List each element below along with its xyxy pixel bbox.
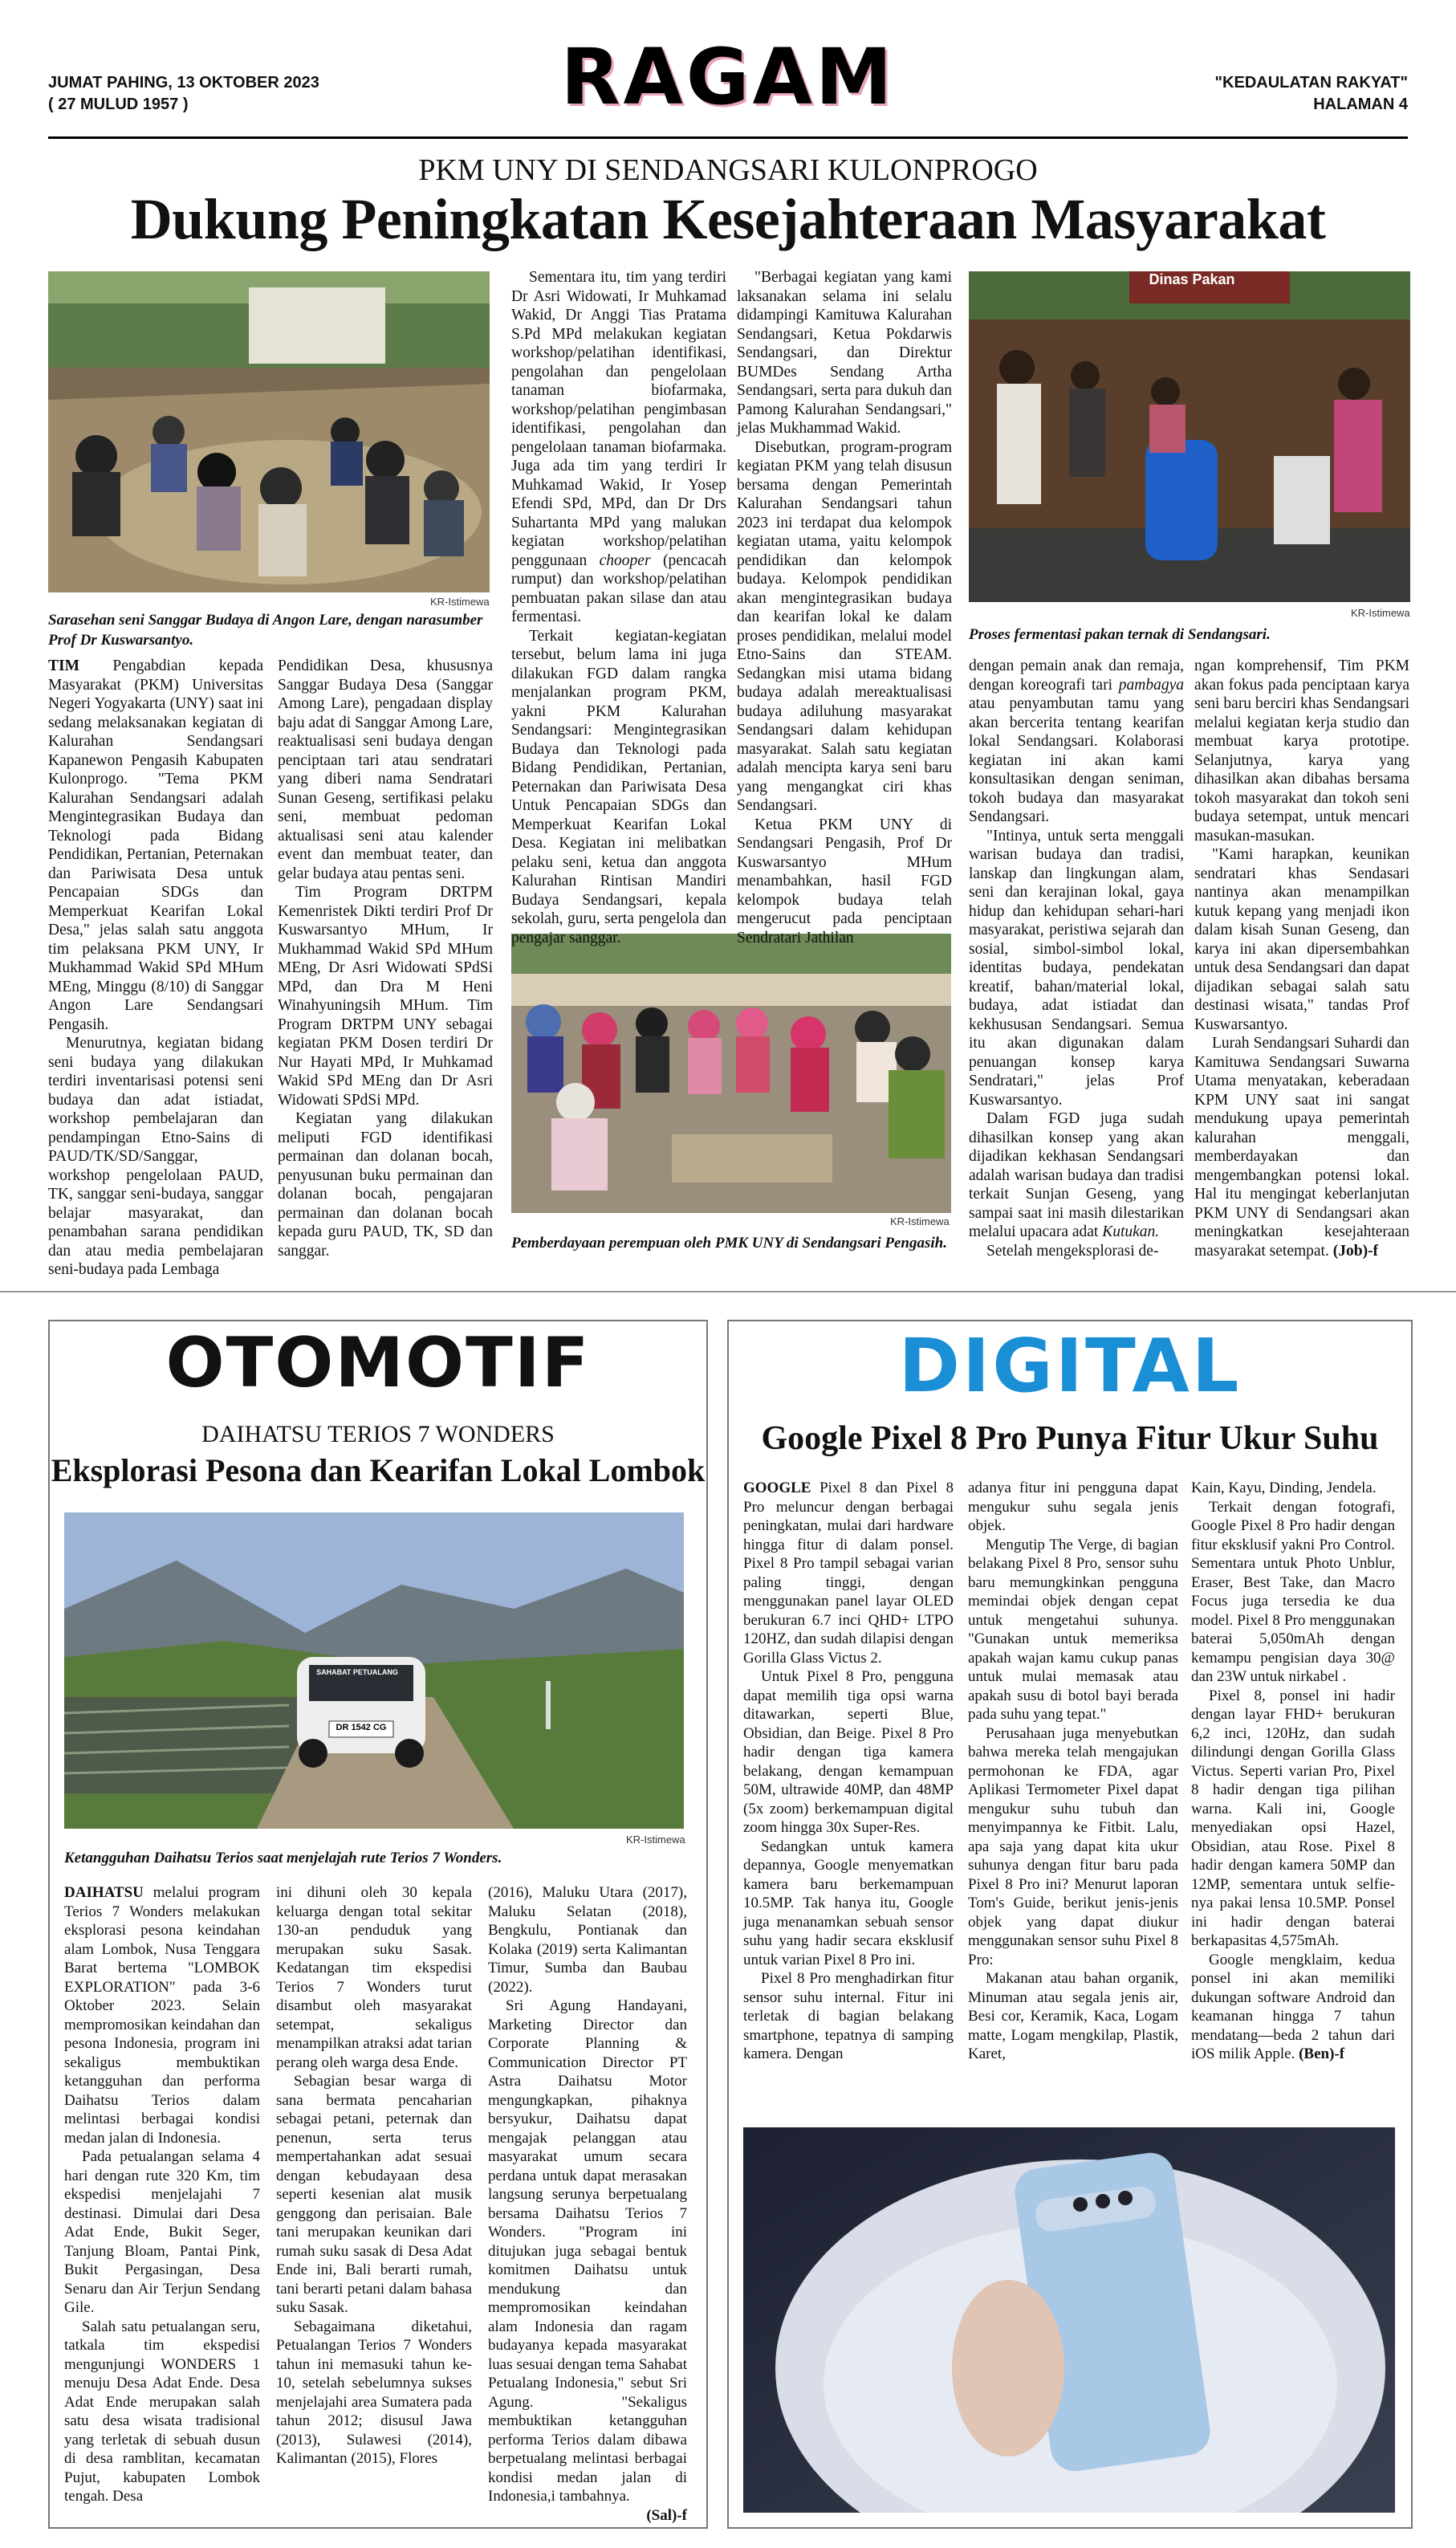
main-col2-para3: Kegiatan yang dilakukan meliputi FGD identifikasi permainan dan dolanan bocah, penyusunan buku permainan dan dolanan bocah, pengajaran permainan dan dolanan bocah kepada guru PAUD, TK, SD dan sanggar. bbox=[278, 1110, 493, 1260]
car-sticker: SAHABAT PETUALANG bbox=[316, 1668, 398, 1676]
main-column-2 bbox=[278, 657, 493, 1260]
main-col5-italic-1: pambagya bbox=[1118, 676, 1184, 694]
digital-col2-para1: adanya fitur ini pengguna dapat mengukur suhu segala jenis objek. bbox=[968, 1480, 1178, 1534]
photo2-credit: KR-Istimewa bbox=[1351, 607, 1410, 619]
license-plate: DR 1542 CG bbox=[336, 1723, 387, 1732]
main-column-5 bbox=[969, 657, 1184, 1260]
main-col6-para1: ngan komprehensif, Tim PKM akan fokus pada penciptaan karya seni baru berciri khas Sendangsari melalui kegiatan kerja studio dan membuat karya prototipe. Selanjutnya, karya yang dihasilkan akan dibahas bersama tokoh masyarakat dan tokoh seni budaya setempat, untuk mencari masukan-masukan. bbox=[1194, 657, 1409, 845]
photo-women-empowerment bbox=[511, 934, 951, 1213]
main-lead-word: TIM bbox=[48, 657, 79, 674]
photo1-credit: KR-Istimewa bbox=[430, 596, 490, 608]
otomotif-kicker: DAIHATSU TERIOS 7 WONDERS bbox=[201, 1421, 555, 1447]
otomotif-col1-para1: melalui program Terios 7 Wonders melakukan eksplorasi pesona keindahan alam Lombok, Nusa Tenggara Barat bertema "LOMBOK EXPLORATION" pada 3-6 Oktober 2023. Selain mempromosikan keindahan dan pesona Indonesia, program ini sekaligus membuktikan ketangguhan dan performa Daihatsu Terios dalam melintasi berbagai kondisi medan jalan di Indonesia. bbox=[64, 1884, 260, 2147]
main-col2-para2: Tim Program DRTPM Kemenristek Dikti terdiri Prof Dr Kuswarsantyo MHum, Ir Mukhammad Wakid SPd MHum MEng, Dr Asri Widowati SPdSi MPd, dan Dra M Heni Winahyuningsih MHum. Tim Program DRTPM UNY sebagai kegiatan PKM Dosen terdiri Dr Nur Hayati MPd, Ir Muhkamad Wakid SPd MEng dan Dr Asri Widowati SPdSi MPd. bbox=[278, 884, 493, 1109]
otomotif-section-title: OTOMOTIF bbox=[165, 1323, 591, 1403]
photo-pixel-phone bbox=[743, 2127, 1395, 2513]
main-column-4 bbox=[737, 268, 952, 947]
photo2-caption: Proses fermentasi pakan ternak di Sendangsari. bbox=[969, 626, 1271, 643]
digital-col2-para3: Perusahaan juga menyebutkan bahwa mereka telah mengajukan permohonan ke FDA, agar Aplikasi Termometer Pixel dapat mengukur suhu tubuh dan menyimpannya ke Fitbit. Lalu, apa saja yang dapat kita ukur suhunya dengan fitur baru pada Pixel 8 Pro ini? Menurut laporan Tom's Guide, berikut jenis-jenis objek yang dapat diukur menggunakan sensor suhu Pixel 8 Pro: bbox=[968, 1724, 1178, 1968]
digital-section-title: DIGITAL bbox=[898, 1323, 1242, 1409]
otomotif-col2-para1: ini dihuni oleh 30 kepala keluarga dengan total sekitar 130-an penduduk yang merupakan suku Sasak. Kedatangan tim ekspedisi Terios 7 Wonders turut disambut oleh masyarakat setempat, sekaligus menampilkan atraksi adat tarian perang oleh warga desa Ende. bbox=[276, 1884, 472, 2071]
header-rule bbox=[48, 136, 1408, 139]
digital-column-1 bbox=[743, 1479, 954, 2064]
main-col5-para3: Dalam FGD juga sudah dihasilkan konsep yang akan dijadikan kekhasan Sendangsari adalah warisan budaya dan tradisi terkait Sunjan Geseng, yang sampai saat ini masih dilestarikan melalui upacara adat bbox=[969, 1110, 1184, 1240]
digital-column-2 bbox=[968, 1479, 1178, 2064]
main-kicker: PKM UNY DI SENDANGSARI KULONPROGO bbox=[418, 153, 1038, 187]
main-column-1 bbox=[48, 657, 263, 1280]
otomotif-lead-word: DAIHATSU bbox=[64, 1884, 144, 1901]
photo3-credit: KR-Istimewa bbox=[890, 1215, 950, 1227]
main-col5-para4: Setelah mengeksplorasi de- bbox=[986, 1242, 1159, 1260]
main-col4-para3: Ketua PKM UNY di Sendangsari Pengasih, Prof Dr Kuswarsantyo MHum menambahkan, hasil FGD kelompok budaya telah mengerucut pada penciptaan Sendratari Jathilan bbox=[737, 816, 952, 946]
main-column-3 bbox=[511, 268, 726, 947]
paper-name: "KEDAULATAN RAKYAT" bbox=[1214, 74, 1408, 92]
digital-col1-para3: Sedangkan untuk kamera depannya, Google menyematkan kamera baru berkemampuan 10.5MP. Tak hanya itu, Google juga menanamkan sebuah sensor suhu yang hadir secara eksklusif untuk varian Pixel 8 Pro ini. bbox=[743, 1838, 954, 1968]
digital-col1-para4: Pixel 8 Pro menghadirkan fitur sensor suhu internal. Fitur ini terletak di bagian belakang smartphone, tepatnya di samping kamera. Dengan bbox=[743, 1970, 954, 2062]
date-line: JUMAT PAHING, 13 OKTOBER 2023 bbox=[48, 74, 319, 92]
page-number: HALAMAN 4 bbox=[1313, 96, 1408, 113]
otomotif-col1-para3: Salah satu petualangan seru, tatkala tim ekspedisi mengunjungi WONDERS 1 menuju Desa Adat Ende. Desa Adat Ende merupakan salah satu desa wisata tradisional yang terletak di sebuah dusun di desa ramblitan, kecamatan Pujut, kabupaten Lombok tengah. Desa bbox=[64, 2318, 260, 2505]
otomotif-column-1 bbox=[64, 1883, 260, 2506]
main-col3-italic: chooper bbox=[599, 552, 651, 569]
digital-byline: (Ben)-f bbox=[1299, 2045, 1345, 2062]
masthead: RAGAM bbox=[560, 32, 896, 122]
otomotif-col1-para2: Pada petualangan selama 4 hari dengan rute 320 Km, tim ekspedisi menjelajahi 7 destinasi. Dimulai dari Desa Adat Ende, Bukit Seger, Tanjung Bloam, Pantai Pink, Bukit Pergasingan, Desa Senaru dan Air Terjun Sendang Gile. bbox=[64, 2148, 260, 2316]
digital-col1-para1: Pixel 8 dan Pixel 8 Pro meluncur dengan berbagai peningkatan, mulai dari hardware hingga fitur di dalam ponsel. Pixel 8 Pro tampil sebagai varian paling tinggi, dengan menggunakan panel layar OLED berukuran 6.7 inci QHD+ LTPO 120HZ, dan sudah dilapisi dengan Gorilla Glass Victus 2. bbox=[743, 1480, 954, 1667]
photo-pixel-phone-art bbox=[743, 2127, 1395, 2513]
issue-meta bbox=[1215, 72, 1408, 116]
digital-col3-para4: Google mengklaim, kedua ponsel ini akan memiliki dukungan software Android dan keamanan hingga 7 tahun mendatang—beda 2 tahun dari iOS milik Apple. bbox=[1191, 1951, 1395, 2062]
otomotif-col2-para3: Sebagaimana diketahui, Petualangan Terios 7 Wonders tahun ini memasuki tahun ke-10, setelah sebelumnya sukses menjelajahi area Sumatera pada tahun 2012; disusul Jawa (2013), Sulawesi (2014), Kalimantan (2015), Flores bbox=[276, 2318, 472, 2467]
photo-women-empowerment-art bbox=[511, 934, 951, 1213]
main-col5-para1-tail: atau penyambutan tamu yang akan bercerita tentang kearifan lokal Sendangsari. Kolaborasi kegiatan ini akan kami konsultasikan dengan seniman, tokoh budaya dan masyarakat Sendangsari. bbox=[969, 695, 1184, 825]
digital-col3-para2: Terkait dengan fotografi, Google Pixel 8 Pro hadir dengan fitur eksklusif yakni Pro Control. Sementara untuk Photo Unblur, Eraser, Best Take, dan Macro Focus juga tersedia ke dua model. Pixel 8 Pro menggunakan baterai 5,050mAh dengan kemampu pengisian daya 30@ dan 23W untuk nirkabel . bbox=[1191, 1498, 1395, 1685]
main-col2-para1: Pendidikan Desa, khususnya Sanggar Budaya Desa (Sanggar Among Lare), pengadaan display baju adat di Sanggar Among Lare, reaktualisasi seni budaya dengan penciptaan tari atau sendratari yang diberi nama Sendratari Sunan Geseng, sertifikasi pelaku seni, membuat pedoman aktualisasi seni atau kalender event dan membuat teater, dan gelar budaya atau pentas seni. bbox=[278, 657, 493, 882]
digital-col3-para3: Pixel 8, ponsel ini hadir dengan layar FHD+ berukuran 6,2 inci, 120Hz, dan sudah dilindungi dengan Gorilla Glass Victus. Seperti varian Pro, Pixel 8 hadir dengan tiga pilihan warna. Kali ini, Google menyediakan opsi Hazel, Obsidian, atau Rose. Pixel 8 hadir dengan kamera 50MP dan 12MP, sementara untuk selfie-nya pakai lensa 10.5MP. Ponsel ini hadir dengan baterai berkapasitas 4,575mAh. bbox=[1191, 1687, 1395, 1949]
main-col6-para2: "Kami harapkan, keunikan sendratari khas Sendasari nantinya akan menampilkan kutuk kepang yang menjadi ikon dalam kisah Sunan Geseng, dan karya ini akan dipersembahkan untuk desa Sendangsari dan dapat dijadikan sebagai salah satu destinasi wisata," tandas Prof Kuswarsantyo. bbox=[1194, 846, 1409, 1033]
main-column-6 bbox=[1194, 657, 1409, 1260]
otomotif-byline: (Sal)-f bbox=[646, 2506, 687, 2524]
main-headline: Dukung Peningkatan Kesejahteraan Masyarakat bbox=[130, 187, 1326, 251]
otomotif-photo-caption: Ketangguhan Daihatsu Terios saat menjelajah rute Terios 7 Wonders. bbox=[64, 1850, 502, 1866]
otomotif-col3-para2: Sri Agung Handayani, Marketing Director dan Corporate Planning & Communication Director PT Astra Daihatsu Motor mengungkapkan, pihaknya bersyukur, Daihatsu dapat mengajak pelanggan atau masyarakat umum secara perdana untuk dapat merasakan langsung serunya berpetualang bersama Daihatsu Terios 7 Wonders. "Program ini ditujukan juga sebagai bentuk komitmen Daihatsu untuk mendukung dan mempromosikan keindahan alam Indonesia dan ragam budayanya kepada masyarakat luas sesuai dengan tema Sahabat Petualang Indonesia," sebut Sri Agung. "Sekaligus membuktikan ketangguhan performa Terios dalam dibawa berpetualang melintasi berbagai kondisi medan jalan di Indonesia,i tambahnya. bbox=[488, 1997, 687, 2505]
main-col4-para2: Disebutkan, program-program kegiatan PKM yang telah disusun bersama dengan Pemerintah Kalurahan Sendangsari tahun 2023 ini terdapat dua kelompok kegiatan utama, yaitu kelompok pendidikan dan kelompok budaya. Kelompok pendidikan akan mengintegrasikan budaya dan kearifan lokal ke dalam proses pendidikan, melalui model Etno-Sains dan STEAM. Sedangkan misi utama bidang budaya adalah mereaktualisasi budaya adiluhung masyarakat Sendangsari dalam kehidupan masyarakat. Salah satu kegiatan adalah mencipta karya seni baru yang mengangkat ciri khas Sendangsari. bbox=[737, 438, 952, 814]
digital-col1-para2: Untuk Pixel 8 Pro, pengguna dapat memilih tiga opsi warna ditawarkan, seperti Blue, Obsidian, dan Beige. Pixel 8 Pro hadir dengan tiga kamera belakang, dengan kemampuan 50M, ultrawide 40MP, dan 48MP (5x zoom) berkemampuan digital zoom hingga 30x Super-Res. bbox=[743, 1668, 954, 1836]
digital-column-3 bbox=[1191, 1479, 1395, 2064]
javanese-date-line: ( 27 MULUD 1957 ) bbox=[48, 96, 189, 113]
otomotif-col2-para2: Sebagian besar warga di sana bermata pencaharian sebagai petani, peternak dan penenun, serta terus mempertahankan adat sesuai dengan kebudayaan desa seperti kesenian alat musik genggong dan perisaian. Bale tani merupakan keunikan dari rumah suku sasak di Desa Adat Ende ini, Bali berarti rumah, tani berarti petani dalam bahasa suku Sasak. bbox=[276, 2073, 472, 2316]
section-divider bbox=[0, 1291, 1456, 1292]
photo2-sign-text: Dinas Pakan bbox=[1149, 271, 1235, 287]
digital-col2-para4: Makanan atau bahan organik, Minuman atau segala jenis air, Besi cor, Keramik, Kaca, Logam matte, Logam mengkilap, Plastik, Karet, bbox=[968, 1970, 1178, 2062]
digital-col3-para1: Kain, Kayu, Dinding, Jendela. bbox=[1191, 1480, 1377, 1496]
otomotif-col3-para1: (2016), Maluku Utara (2017), Maluku Selatan (2018), Bengkulu, Pontianak dan Kolaka (2019) serta Kalimantan Timur, Sumba dan Baubau (2022). bbox=[488, 1884, 687, 1996]
photo1-caption: Sarasehan seni Sanggar Budaya di Angon Lare, dengan narasumber Prof Dr Kuswarsantyo. bbox=[48, 612, 483, 649]
photo-fermentation-art bbox=[969, 271, 1410, 602]
digital-headline: Google Pixel 8 Pro Punya Fitur Ukur Suhu bbox=[761, 1420, 1379, 1457]
digital-lead-word: GOOGLE bbox=[743, 1480, 811, 1496]
photo3-caption: Pemberdayaan perempuan oleh PMK UNY di Sendangsari Pengasih. bbox=[511, 1235, 947, 1252]
otomotif-column-2 bbox=[276, 1883, 472, 2469]
main-byline: (Job)-f bbox=[1332, 1242, 1379, 1260]
main-col1-para1: Pengabdian kepada Masyarakat (PKM) Universitas Negeri Yogyakarta (UNY) saat ini sedang melaksanakan kegiatan di Kalurahan Sendangsari Kapanewon Pengasih Kabupaten Kulonprogo. "Tema PKM Kalurahan Sendangsari adalah Mengintegrasikan Budaya dan Teknologi pada Bidang Pendidikan, Pertanian, Peternakan dan Pariwisata Desa untuk Pencapaian SDGs dan Memperkuat Kearifan Lokal Desa," jelas salah satu anggota tim pelaksana PKM UNY, Ir Mukhammad Wakid SPd MHum MEng, Minggu (8/10) di Sanggar Angon Lare Sendangsari Pengasih. bbox=[48, 657, 263, 1033]
main-col1-para2: Menurutnya, kegiatan bidang seni budaya yang dilakukan terdiri inventarisasi potensi seni budaya dan adat istiadat, workshop pembelajaran dan pendampingan Etno-Sains di PAUD/TK/SD/Sanggar, workshop pengelolaan PAUD, TK, sanggar seni-budaya, sanggar belajar masyarakat, dan penambahan sarana pendidikan dan atau media pembelajaran seni-budaya pada Lembaga bbox=[48, 1035, 263, 1278]
photo-sanggar-gathering-art bbox=[48, 271, 490, 592]
main-col5-italic-2: Kutukan. bbox=[1102, 1223, 1160, 1240]
main-col3-para1-tail: (pencacah rumput) dan workshop/pelatihan pembuatan pakan silase dan atau fermentasi. bbox=[511, 552, 726, 625]
otomotif-headline: Eksplorasi Pesona dan Kearifan Lokal Lombok bbox=[51, 1452, 706, 1488]
photo-sanggar-gathering bbox=[48, 271, 490, 592]
otomotif-photo-credit: KR-Istimewa bbox=[626, 1834, 685, 1846]
photo-fermentation bbox=[969, 271, 1410, 602]
main-col6-para3: Lurah Sendangsari Suhardi dan Kamituwa Sendangsari Suwarna Utama menyatakan, keberadaan KPM UNY saat ini sangat mendukung upaya pemerintah kalurahan menggali, memberdayakan dan mengembangkan potensi lokal. Hal itu mengingat keberlanjutan PKM UNY di Sendangsari akan meningkatkan kesejahteraan masyarakat setempat. bbox=[1194, 1035, 1409, 1260]
digital-col2-para2: Mengutip The Verge, di bagian belakang Pixel 8 Pro, sensor suhu baru memungkinkan pengguna memindai objek dengan cepat untuk mengetahui suhunya. "Gunakan untuk memeriksa apakah wajan kamu cukup panas untuk mulai memasak atau apakah susu di botol bayi berada pada suhu yang tepat." bbox=[968, 1536, 1178, 1723]
main-col4-para1: "Berbagai kegiatan yang kami laksanakan selama ini selalu didampingi Kamituwa Kalurahan Sendangsari, Ketua Pokdarwis Sendangsari, dan Direktur BUMDes Sendang Artha Sendangsari, serta para dukuh dan Pamong Kalurahan Sendangsari," jelas Mukhammad Wakid. bbox=[737, 269, 952, 437]
main-col5-para1: dengan pemain anak dan remaja, dengan koreografi tari bbox=[969, 657, 1184, 694]
main-col5-para2: "Intinya, untuk serta menggali warisan budaya dan tradisi, lanskap dan lingkungan alam, seni dan kerajinan lokal, gaya hidup dan kehidupan sehari-hari masyarakat, peristiwa sejarah dan sosial, simbol-simbol lokal, identitas budaya, pendekatan kreatif, bahan/material lokal, budaya, adat istiadat dan kekhususan Sendangsari. Semua itu akan digunakan dalam penuangan konsep karya Sendratari," jelas Prof Kuswarsantyo. bbox=[969, 827, 1184, 1109]
main-col3-para1: Sementara itu, tim yang terdiri Dr Asri Widowati, Ir Muhkamad Wakid, Dr Anggi Tias Pratama S.Pd MPd melakukan kegiatan workshop/pelatihan identifikasi, pengolahan dan pengelolaan tanaman biofarmaka, workshop/pelatihan pengimbasan identifikasi, pengolahan dan pengelolaan tanaman biofarmaka. Juga ada tim yang terdiri Ir Muhkamad Wakid, Ir Yosep Efendi SPd, MPd, dan Dr Drs Suhartanta MPd yang malukan kegiatan workshop/pelatihan penggunaan bbox=[511, 269, 726, 569]
main-col3-para2: Terkait kegiatan-kegiatan tersebut, belum lama ini juga dilakukan FGD dalam rangka menjalankan program PKM, yakni PKM Kalurahan Sendangsari: Mengintegrasikan Budaya dan Teknologi pada Bidang Pendidikan, Pertanian, Peternakan dan Pariwisata Desa Untuk Pencapaian SDGs dan Memperkuat Kearifan Lokal Desa. Kegiatan ini melibatkan pelaku seni, ketua dan anggota Kalurahan Rintisan Mandiri Budaya Sendangsari, kepala sekolah, guru, serta pengelola dan pengajar sanggar. bbox=[511, 627, 726, 946]
otomotif-column-3 bbox=[488, 1883, 687, 2525]
